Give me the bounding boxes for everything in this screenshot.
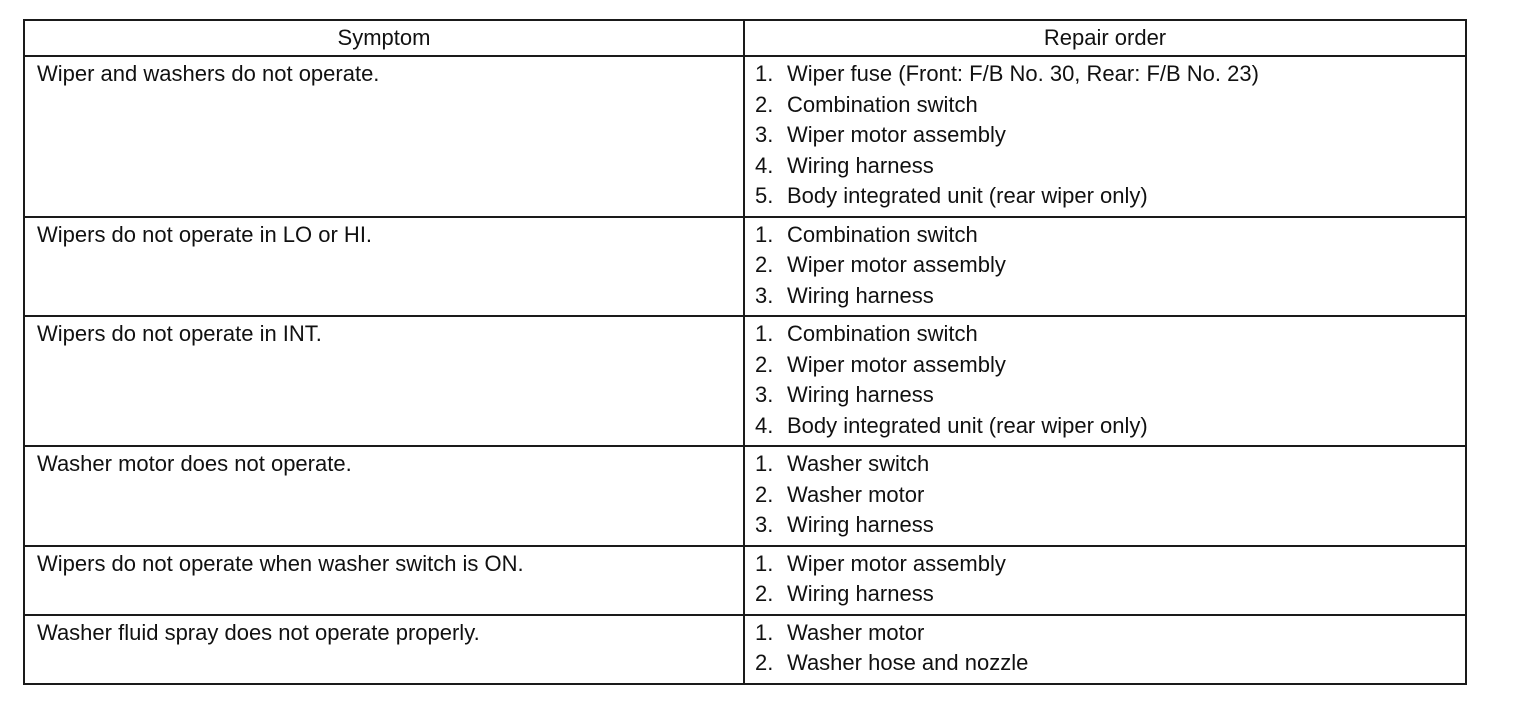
repair-step-number: 2. <box>755 650 774 675</box>
repair-order-cell <box>744 615 1466 684</box>
repair-order-cell <box>744 316 1466 446</box>
repair-step-text: Washer motor <box>787 481 925 507</box>
repair-step <box>755 411 1453 442</box>
repair-step-number: 1. <box>755 451 774 476</box>
repair-step <box>755 380 1453 411</box>
repair-order-cell <box>744 56 1466 217</box>
repair-step-number: 1. <box>755 221 774 247</box>
repair-steps-list <box>755 59 1453 212</box>
repair-step-text: Wiper motor assembly <box>787 550 1006 576</box>
repair-step <box>755 181 1453 212</box>
symptom-cell: Washer fluid spray does not operate properly. <box>24 615 744 684</box>
repair-step-text: Wiring harness <box>787 512 934 537</box>
repair-step <box>755 480 1453 511</box>
repair-step-text: Wiper motor assembly <box>787 122 1006 147</box>
table-row <box>24 446 1466 546</box>
table-row <box>24 217 1466 317</box>
repair-step-text: Combination switch <box>787 321 978 346</box>
repair-order-cell <box>744 446 1466 546</box>
repair-step-text: Wiring harness <box>787 152 934 178</box>
repair-step <box>755 90 1453 121</box>
repair-step-number: 1. <box>755 619 774 645</box>
repair-step-number: 2. <box>755 252 774 277</box>
repair-step-number: 2. <box>755 351 774 377</box>
repair-step <box>755 319 1453 350</box>
repair-steps-list <box>755 220 1453 312</box>
symptom-cell: Wiper and washers do not operate. <box>24 56 744 217</box>
repair-steps-list <box>755 319 1453 441</box>
repair-step-number: 1. <box>755 61 774 86</box>
repair-step <box>755 579 1453 610</box>
repair-step <box>755 151 1453 182</box>
symptom-cell: Wipers do not operate in LO or HI. <box>24 217 744 317</box>
repair-steps-list <box>755 549 1453 610</box>
repair-step-number: 1. <box>755 550 774 576</box>
repair-step-number: 2. <box>755 581 774 606</box>
repair-step-number: 4. <box>755 412 774 438</box>
symptom-repair-table <box>23 19 1467 685</box>
table-header-row <box>24 20 1466 56</box>
repair-steps-list <box>755 618 1453 679</box>
repair-step-text: Washer motor <box>787 619 925 645</box>
table-row <box>24 56 1466 217</box>
repair-step-text: Washer switch <box>787 451 930 476</box>
repair-step-text: Combination switch <box>787 91 978 117</box>
repair-step-number: 3. <box>755 512 774 537</box>
table-row <box>24 615 1466 684</box>
repair-step-text: Combination switch <box>787 221 978 247</box>
repair-step <box>755 350 1453 381</box>
repair-step-text: Body integrated unit (rear wiper only) <box>787 412 1148 438</box>
repair-step <box>755 250 1453 281</box>
repair-step <box>755 618 1453 649</box>
repair-steps-list <box>755 449 1453 541</box>
repair-order-cell <box>744 217 1466 317</box>
repair-step <box>755 510 1453 541</box>
repair-step <box>755 449 1453 480</box>
repair-step-text: Wiper motor assembly <box>787 351 1006 377</box>
repair-step-number: 3. <box>755 282 774 308</box>
repair-step-number: 2. <box>755 481 774 507</box>
repair-step-number: 3. <box>755 122 774 147</box>
symptom-cell: Wipers do not operate when washer switch is ON. <box>24 546 744 615</box>
table-body <box>24 56 1466 684</box>
repair-step <box>755 220 1453 251</box>
repair-step <box>755 549 1453 580</box>
repair-step-number: 5. <box>755 183 774 208</box>
repair-step <box>755 59 1453 90</box>
symptom-cell: Washer motor does not operate. <box>24 446 744 546</box>
repair-step-number: 1. <box>755 321 774 346</box>
repair-order-column-header: Repair order <box>744 20 1466 56</box>
repair-step-number: 3. <box>755 382 774 407</box>
symptom-column-header: Symptom <box>24 20 744 56</box>
repair-step-text: Wiper fuse (Front: F/B No. 30, Rear: F/B No. 23) <box>787 61 1259 86</box>
repair-step <box>755 281 1453 312</box>
repair-step-text: Body integrated unit (rear wiper only) <box>787 183 1148 208</box>
repair-order-cell <box>744 546 1466 615</box>
repair-step <box>755 120 1453 151</box>
repair-step-text: Wiring harness <box>787 282 934 308</box>
table-row <box>24 546 1466 615</box>
symptom-cell: Wipers do not operate in INT. <box>24 316 744 446</box>
repair-step-text: Wiring harness <box>787 581 934 606</box>
repair-step <box>755 648 1453 679</box>
repair-step-number: 4. <box>755 152 774 178</box>
repair-step-text: Wiper motor assembly <box>787 252 1006 277</box>
repair-step-text: Wiring harness <box>787 382 934 407</box>
table-row <box>24 316 1466 446</box>
repair-step-text: Washer hose and nozzle <box>787 650 1029 675</box>
repair-step-number: 2. <box>755 91 774 117</box>
